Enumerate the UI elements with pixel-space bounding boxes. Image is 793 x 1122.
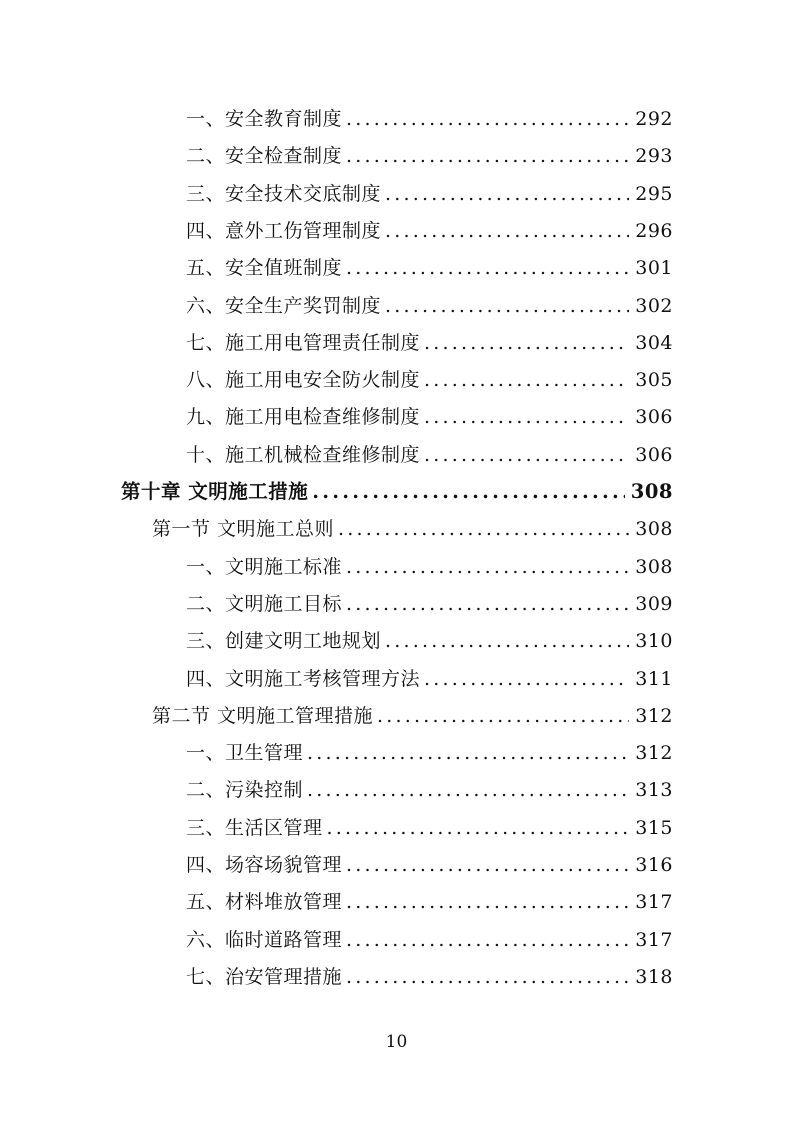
toc-entry-label: 一、安全教育制度 — [186, 108, 343, 130]
toc-entry-label: 七、施工用电管理责任制度 — [186, 331, 421, 354]
toc-entry-page-number: 313 — [635, 779, 673, 802]
toc-entry-label: 五、安全值班制度 — [186, 257, 343, 280]
toc-entry-page-number: 293 — [635, 145, 673, 168]
toc-entry-page-number: 312 — [635, 704, 673, 727]
toc-entry-page-number: 308 — [635, 555, 673, 578]
dot-leader — [346, 962, 629, 992]
toc-entry-label: 三、生活区管理 — [186, 816, 323, 839]
toc-entry-label: 四、场容场貌管理 — [186, 854, 343, 876]
toc-entry-label: 六、临时道路管理 — [186, 928, 343, 951]
dot-leader — [346, 925, 629, 955]
toc-entry-label: 六、安全生产奖罚制度 — [186, 294, 382, 317]
toc-entry-label: 三、创建文明工地规划 — [186, 630, 382, 653]
toc-entry-page-number: 317 — [635, 928, 673, 951]
dot-leader — [346, 253, 629, 283]
toc-section-entry[interactable] — [152, 701, 673, 731]
toc-entry-page-number: 295 — [635, 182, 673, 205]
toc-entry-page-number: 317 — [635, 891, 673, 914]
toc-entry-page-number: 304 — [635, 331, 673, 354]
dot-leader — [346, 887, 629, 917]
toc-entry[interactable] — [186, 738, 673, 768]
dot-leader — [307, 738, 629, 768]
toc-entry[interactable] — [186, 925, 673, 955]
dot-leader — [346, 552, 629, 582]
toc-entry-label: 五、材料堆放管理 — [186, 891, 343, 914]
toc-entry[interactable] — [186, 775, 673, 805]
toc-entry-page-number: 305 — [635, 369, 673, 392]
dot-leader — [424, 365, 629, 395]
toc-entry-page-number: 306 — [635, 406, 673, 429]
toc-entry-label: 九、施工用电检查维修制度 — [186, 406, 421, 429]
toc-entry-label: 一、卫生管理 — [186, 742, 304, 765]
toc-entry-page-number: 308 — [630, 480, 673, 503]
toc-entry[interactable] — [186, 291, 673, 321]
toc-entry[interactable] — [186, 962, 673, 992]
toc-entry-page-number: 312 — [635, 742, 673, 765]
toc-entry[interactable] — [186, 141, 673, 171]
toc-entry[interactable] — [186, 887, 673, 917]
toc-entry-page-number: 292 — [635, 108, 673, 130]
dot-leader — [424, 328, 629, 358]
toc-entry[interactable] — [186, 216, 673, 246]
toc-entry-page-number: 318 — [635, 965, 673, 988]
dot-leader — [312, 477, 624, 507]
toc-entry[interactable] — [186, 402, 673, 432]
toc-entry-page-number: 311 — [635, 667, 673, 690]
toc-entry-page-number: 309 — [635, 592, 673, 615]
toc-entry-page-number: 301 — [635, 257, 673, 280]
toc-entry[interactable] — [186, 664, 673, 694]
dot-leader — [327, 813, 630, 843]
toc-entry[interactable] — [186, 589, 673, 619]
toc-entry-label: 二、文明施工目标 — [186, 592, 343, 615]
toc-entry-label: 第十章 文明施工措施 — [121, 480, 309, 503]
dot-leader — [346, 104, 629, 134]
toc-entry-label: 第一节 文明施工总则 — [152, 518, 335, 541]
toc-entry-label: 七、治安管理措施 — [186, 965, 343, 988]
toc-entry-page-number: 310 — [635, 630, 673, 653]
toc-entry-label: 八、施工用电安全防火制度 — [186, 369, 421, 392]
dot-leader — [338, 514, 629, 544]
dot-leader — [377, 701, 629, 731]
toc-entry-page-number: 296 — [635, 219, 673, 242]
toc-entry-label: 三、安全技术交底制度 — [186, 182, 382, 205]
dot-leader — [385, 179, 629, 209]
toc-entry[interactable] — [186, 328, 673, 358]
toc-entry[interactable] — [186, 179, 673, 209]
dot-leader — [346, 589, 629, 619]
toc-entry-label: 一、文明施工标准 — [186, 555, 343, 578]
toc-entry-label: 四、文明施工考核管理方法 — [186, 667, 421, 690]
dot-leader — [385, 216, 629, 246]
toc-entry-page-number: 302 — [635, 294, 673, 317]
toc-entry-page-number: 306 — [635, 443, 673, 466]
dot-leader — [424, 664, 629, 694]
dot-leader — [385, 626, 629, 656]
toc-entry-page-number: 308 — [635, 518, 673, 541]
dot-leader — [346, 850, 629, 880]
toc-entry[interactable] — [186, 253, 673, 283]
dot-leader — [346, 141, 629, 171]
toc-entry[interactable] — [186, 552, 673, 582]
toc-section-entry[interactable] — [152, 514, 673, 544]
toc-entry[interactable] — [186, 365, 673, 395]
toc-entry[interactable] — [186, 850, 673, 880]
toc-entry-page-number: 316 — [635, 854, 673, 876]
toc-entry-page-number: 315 — [635, 816, 673, 839]
dot-leader — [424, 440, 629, 470]
toc-entry[interactable] — [186, 813, 673, 843]
toc-entry-label: 二、污染控制 — [186, 779, 304, 802]
dot-leader — [385, 291, 629, 321]
toc-entry[interactable] — [186, 104, 673, 134]
toc-entry-label: 十、施工机械检查维修制度 — [186, 443, 421, 466]
toc-entry-label: 第二节 文明施工管理措施 — [152, 704, 374, 727]
toc-chapter-entry[interactable] — [121, 477, 673, 507]
toc-entry[interactable] — [186, 626, 673, 656]
toc-entry-label: 二、安全检查制度 — [186, 145, 343, 168]
page-number-footer: 10 — [385, 1032, 408, 1052]
toc-entry[interactable] — [186, 440, 673, 470]
dot-leader — [424, 402, 629, 432]
toc-entry-label: 四、意外工伤管理制度 — [186, 219, 382, 242]
dot-leader — [307, 775, 629, 805]
